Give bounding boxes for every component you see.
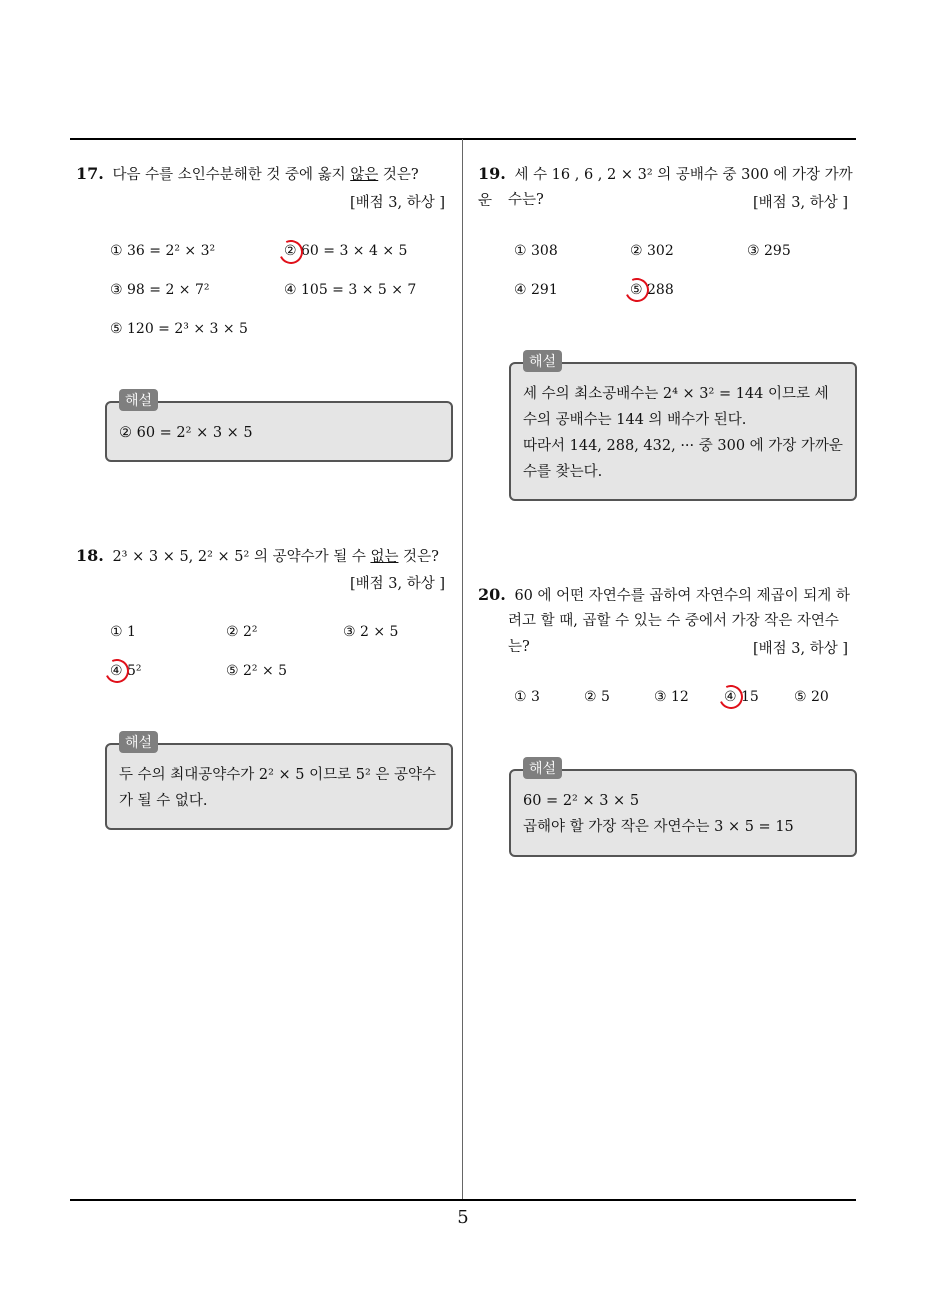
answer-circle-mark <box>622 275 653 306</box>
explanation-box <box>509 354 857 501</box>
choice-4[interactable]: ④ 15 <box>724 689 759 705</box>
question-17 <box>76 161 456 188</box>
choice-4[interactable]: ④ 105 = 3 × 5 × 7 <box>284 282 417 298</box>
choice-3[interactable]: ③ 2 × 5 <box>343 624 399 640</box>
explanation-label: 해설 <box>523 757 562 779</box>
question-stem-line-3: 는? <box>508 639 530 655</box>
bottom-rule <box>70 1199 856 1201</box>
explanation-label: 해설 <box>119 731 158 753</box>
question-stem-line-1: 세 수 16 , 6 , 2 × 3² 의 공배수 중 300 에 가장 가까운 <box>478 167 853 209</box>
choice-2[interactable]: ② 302 <box>630 243 674 259</box>
question-stem-line-1: 60 에 어떤 자연수를 곱하여 자연수의 제곱이 되게 하 <box>514 588 850 604</box>
choice-2[interactable]: ② 60 = 3 × 4 × 5 <box>284 243 408 259</box>
choice-3[interactable]: ③ 12 <box>654 689 689 705</box>
top-rule <box>70 138 856 140</box>
choice-1[interactable]: ① 3 <box>514 689 540 705</box>
explanation-label: 해설 <box>119 389 158 411</box>
question-number: 20. <box>478 585 506 604</box>
score-meta: [배점 3, 하상 ] <box>753 195 849 211</box>
question-number: 17. <box>76 164 104 183</box>
question-number: 18. <box>76 546 104 565</box>
choice-2[interactable]: ② 2² <box>226 624 258 640</box>
question-20 <box>478 582 863 609</box>
choice-1[interactable]: ① 308 <box>514 243 558 259</box>
choice-4[interactable]: ④ 291 <box>514 282 558 298</box>
explanation-box <box>105 735 453 830</box>
explanation-line-1: 세 수의 최소공배수는 2⁴ × 3² = 144 이므로 세 <box>523 386 829 402</box>
column-divider <box>462 139 463 1200</box>
choice-3[interactable]: ③ 295 <box>747 243 791 259</box>
choice-5[interactable]: ⑤ 20 <box>794 689 829 705</box>
choice-5[interactable]: ⑤ 120 = 2³ × 3 × 5 <box>110 321 248 337</box>
explanation-line-4: 수를 찾는다. <box>523 464 603 480</box>
question-stem: 다음 수를 소인수분해한 것 중에 옳지 않은 것은? <box>112 167 419 183</box>
explanation-box <box>105 393 453 462</box>
answer-circle-mark <box>276 237 307 268</box>
explanation-text: ② 60 = 2² × 3 × 5 <box>119 425 253 441</box>
score-meta: [배점 3, 하상 ] <box>753 641 849 657</box>
explanation-line-1: 60 = 2² × 3 × 5 <box>523 793 640 809</box>
score-meta: [배점 3, 하상 ] <box>350 195 446 211</box>
question-18 <box>76 543 461 570</box>
answer-circle-mark <box>102 656 133 687</box>
choice-5[interactable]: ⑤ 288 <box>630 282 674 298</box>
choice-1[interactable]: ① 1 <box>110 624 136 640</box>
choice-3[interactable]: ③ 98 = 2 × 7² <box>110 282 210 298</box>
question-stem-line-2: 수는? <box>508 192 544 208</box>
question-number: 19. <box>478 164 506 183</box>
explanation-line-2: 곱해야 할 가장 작은 자연수는 3 × 5 = 15 <box>523 819 794 835</box>
choice-4[interactable]: ④ 5² <box>110 663 142 679</box>
explanation-line-3: 따라서 144, 288, 432, ··· 중 300 에 가장 가까운 <box>523 438 843 454</box>
page-number: 5 <box>457 1207 469 1228</box>
choice-2[interactable]: ② 5 <box>584 689 610 705</box>
score-meta: [배점 3, 하상 ] <box>350 576 446 592</box>
answer-circle-mark <box>716 682 747 713</box>
explanation-line-1: 두 수의 최대공약수가 2² × 5 이므로 5² 은 공약수 <box>119 767 437 783</box>
question-stem-line-2: 려고 할 때, 곱할 수 있는 수 중에서 가장 작은 자연수 <box>508 613 839 629</box>
explanation-box <box>509 761 857 857</box>
explanation-label: 해설 <box>523 350 562 372</box>
explanation-line-2: 수의 공배수는 144 의 배수가 된다. <box>523 412 747 428</box>
question-stem: 2³ × 3 × 5, 2² × 5² 의 공약수가 될 수 없는 것은? <box>112 549 439 565</box>
choice-5[interactable]: ⑤ 2² × 5 <box>226 663 288 679</box>
choice-1[interactable]: ① 36 = 2² × 3² <box>110 243 216 259</box>
explanation-line-2: 가 될 수 없다. <box>119 793 208 809</box>
